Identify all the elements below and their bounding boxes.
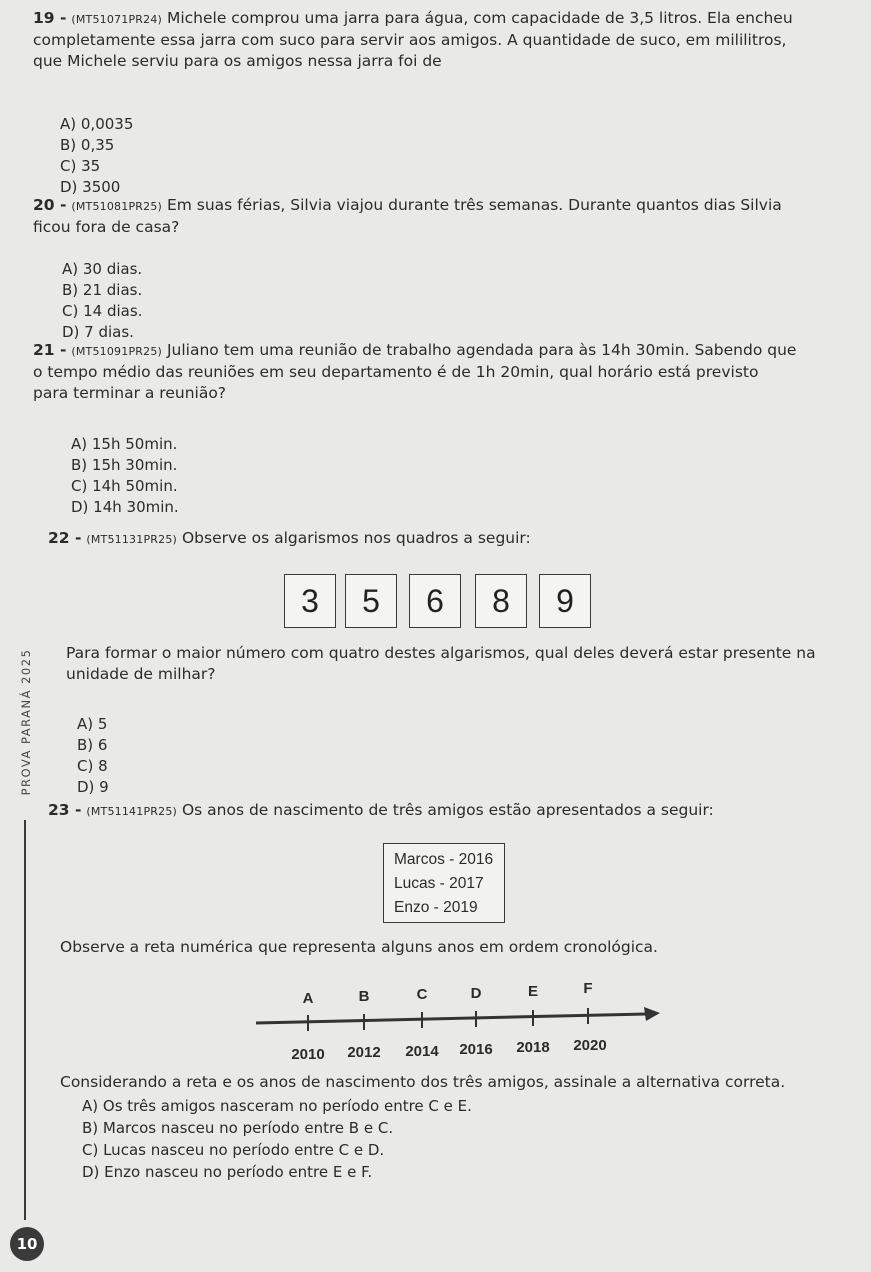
- question-number: 20 -: [33, 196, 67, 214]
- page-number: 10: [10, 1227, 44, 1261]
- question-22-line3: unidade de milhar?: [66, 665, 216, 683]
- arrow-head-icon: [644, 1007, 660, 1021]
- option-c[interactable]: C) 8: [77, 757, 108, 775]
- digit-box: 9: [539, 574, 591, 628]
- side-label: PROVA PARANÁ 2025: [19, 648, 33, 796]
- question-19-line1: [33, 8, 863, 30]
- question-text: Michele comprou uma jarra para água, com capacidade de 3,5 litros. Ela encheu: [166, 9, 793, 27]
- option-a[interactable]: A) Os três amigos nasceram no período entre C e E.: [82, 1097, 472, 1115]
- question-19: [33, 8, 863, 72]
- question-19-line2: completamente essa jarra com suco para servir aos amigos. A quantidade de suco, em mililitros,: [33, 31, 787, 49]
- question-22: [48, 528, 858, 550]
- question-23-line2: Observe a reta numérica que representa alguns anos em ordem cronológica.: [60, 938, 658, 956]
- question-text: Os anos de nascimento de três amigos estão apresentados a seguir:: [181, 801, 714, 819]
- q20-options: [62, 259, 142, 343]
- number-line: [250, 975, 670, 1070]
- birth-years-box: [383, 843, 505, 923]
- question-number: 21 -: [33, 341, 67, 359]
- question-number: 22 -: [48, 529, 82, 547]
- q21-options: [71, 434, 179, 518]
- question-21-line1: [33, 340, 863, 362]
- q22-options: [77, 714, 109, 798]
- question-text: Em suas férias, Silvia viajou durante três semanas. Durante quantos dias Silvia: [166, 196, 782, 214]
- option-b[interactable]: B) 21 dias.: [62, 281, 143, 299]
- question-code: (MT51141PR25): [86, 805, 178, 818]
- number-line-letter: C: [416, 986, 428, 1003]
- q23-options: [82, 1095, 472, 1183]
- option-b[interactable]: B) 6: [77, 736, 108, 754]
- option-b[interactable]: B) Marcos nasceu no período entre B e C.: [82, 1119, 394, 1137]
- digit-box: 6: [409, 574, 461, 628]
- question-code: (MT51091PR25): [71, 345, 163, 358]
- friend-year: Enzo - 2019: [394, 899, 478, 916]
- option-a[interactable]: A) 15h 50min.: [71, 435, 178, 453]
- q19-options: [60, 114, 133, 198]
- question-code: (MT51071PR24): [71, 13, 163, 26]
- digit-box: 5: [345, 574, 397, 628]
- option-d[interactable]: D) 14h 30min.: [71, 498, 179, 516]
- number-line-year: 2014: [405, 1043, 439, 1060]
- question-20-line2: ficou fora de casa?: [33, 218, 180, 236]
- question-19-line3: que Michele serviu para os amigos nessa jarra foi de: [33, 52, 442, 70]
- question-20-line1: [33, 195, 863, 217]
- number-line-year: 2018: [516, 1039, 550, 1056]
- question-code: (MT51131PR25): [86, 533, 178, 546]
- option-d[interactable]: D) 3500: [60, 178, 121, 196]
- friend-year: Marcos - 2016: [394, 851, 494, 868]
- question-21-line3: para terminar a reunião?: [33, 384, 227, 402]
- friend-year: Lucas - 2017: [394, 875, 484, 892]
- option-d[interactable]: D) 7 dias.: [62, 323, 134, 341]
- question-number: 23 -: [48, 801, 82, 819]
- number-line-year: 2016: [459, 1041, 493, 1058]
- question-text: Observe os algarismos nos quadros a seguir:: [181, 529, 531, 547]
- number-line-letter: A: [302, 990, 314, 1007]
- option-d[interactable]: D) Enzo nasceu no período entre E e F.: [82, 1163, 373, 1181]
- digit-box: 8: [475, 574, 527, 628]
- option-a[interactable]: A) 30 dias.: [62, 260, 143, 278]
- number-line-year: 2010: [291, 1046, 325, 1063]
- question-number: 19 -: [33, 9, 67, 27]
- option-c[interactable]: C) 14 dias.: [62, 302, 143, 320]
- option-a[interactable]: A) 5: [77, 715, 108, 733]
- option-b[interactable]: B) 0,35: [60, 136, 115, 154]
- question-23-line3: Considerando a reta e os anos de nascimento dos três amigos, assinale a alternativa correta.: [60, 1073, 786, 1091]
- question-code: (MT51081PR25): [71, 200, 163, 213]
- number-line-letter: B: [358, 988, 370, 1005]
- option-b[interactable]: B) 15h 30min.: [71, 456, 178, 474]
- question-23: [48, 800, 863, 822]
- question-21-line2: o tempo médio das reuniões em seu departamento é de 1h 20min, qual horário está previsto: [33, 363, 759, 381]
- number-line-letter: D: [470, 985, 482, 1002]
- question-20: [33, 195, 863, 238]
- number-line-year: 2020: [573, 1037, 607, 1054]
- question-22-line2: Para formar o maior número com quatro destes algarismos, qual deles deverá estar presente na: [66, 644, 816, 662]
- number-line-year: 2012: [347, 1044, 381, 1061]
- number-line-letter: F: [583, 980, 593, 997]
- question-text: Juliano tem uma reunião de trabalho agendada para às 14h 30min. Sabendo que: [166, 341, 797, 359]
- option-c[interactable]: C) Lucas nasceu no período entre C e D.: [82, 1141, 385, 1159]
- question-21: [33, 340, 863, 404]
- question-22-prompt: [66, 643, 861, 685]
- option-c[interactable]: C) 35: [60, 157, 101, 175]
- side-divider: [24, 820, 26, 1220]
- digit-box: 3: [284, 574, 336, 628]
- option-a[interactable]: A) 0,0035: [60, 115, 134, 133]
- option-d[interactable]: D) 9: [77, 778, 109, 796]
- option-c[interactable]: C) 14h 50min.: [71, 477, 178, 495]
- number-line-letter: E: [527, 983, 539, 1000]
